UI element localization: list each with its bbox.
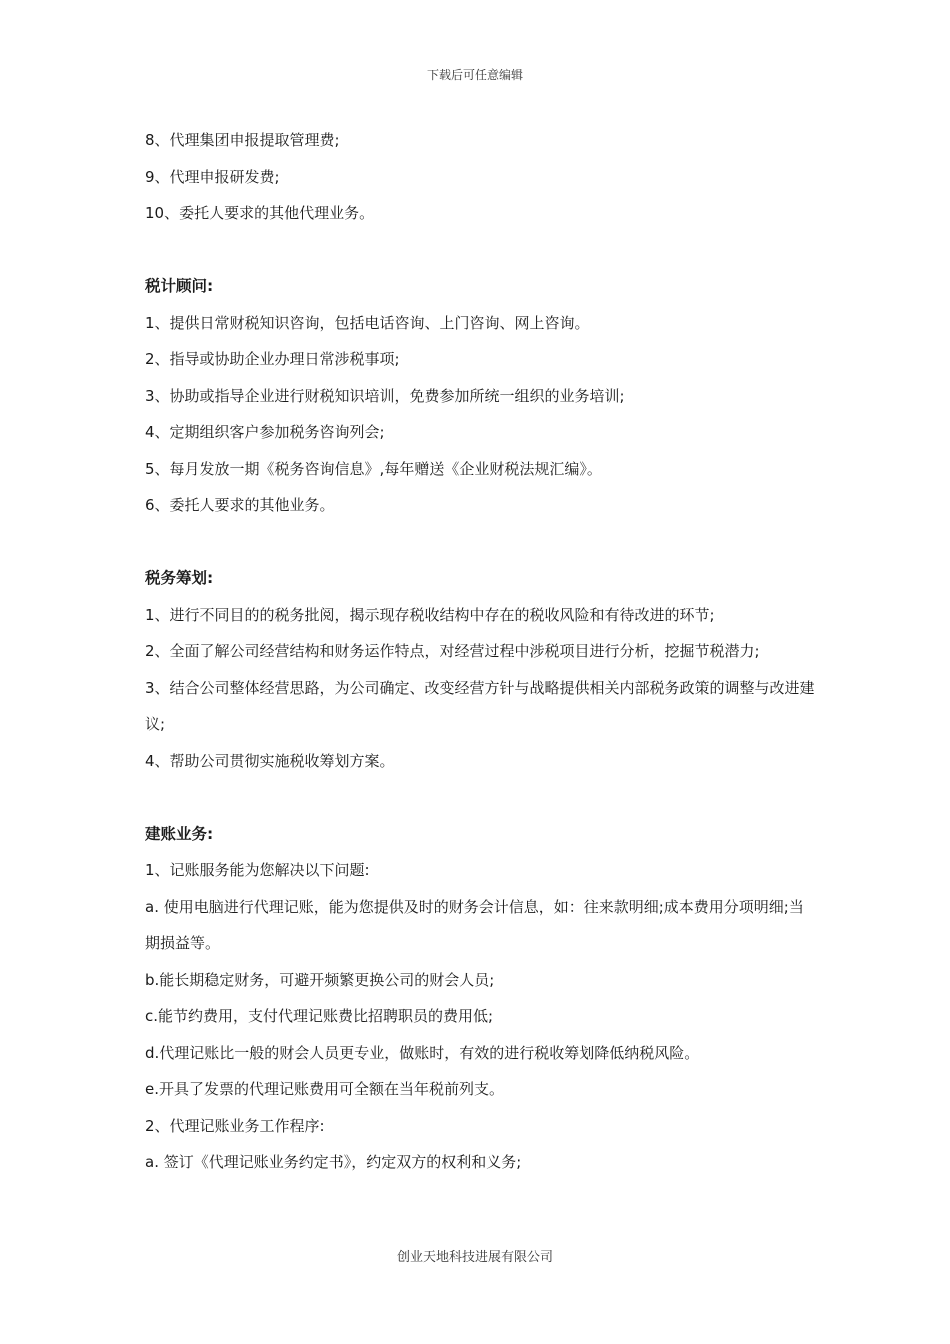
list-item: 9、代理申报研发费;	[145, 167, 280, 186]
list-item: 4、帮助公司贯彻实施税收筹划方案。	[145, 751, 395, 770]
section-gap	[145, 524, 815, 561]
list-item: 1、进行不同目的的税务批阅，揭示现存税收结构中存在的税收风险和有待改进的环节;	[145, 605, 715, 624]
list-item: 10、委托人要求的其他代理业务。	[145, 204, 375, 222]
list-item: 3、协助或指导企业进行财税知识培训，免费参加所统一组织的业务培训;	[145, 386, 625, 405]
section-heading-tax-planning: 税务筹划:	[145, 569, 214, 587]
list-item: a. 签订《代理记账业务约定书》，约定双方的权利和义务;	[145, 1153, 522, 1171]
section-gap	[145, 232, 815, 269]
list-item: d.代理记账比一般的财会人员更专业，做账时，有效的进行税收筹划降低纳税风险。	[145, 1043, 700, 1062]
list-item: 1、记账服务能为您解决以下问题:	[145, 861, 370, 879]
list-item: b.能长期稳定财务，可避开频繁更换公司的财会人员;	[145, 970, 495, 989]
list-item: e.开具了发票的代理记账费用可全额在当年税前列支。	[145, 1080, 504, 1098]
list-item: 8、代理集团申报提取管理费;	[145, 131, 340, 149]
list-item: 1、提供日常财税知识咨询，包括电话咨询、上门咨询、网上咨询。	[145, 313, 590, 332]
list-item: 2、全面了解公司经营结构和财务运作特点，对经营过程中涉税项目进行分析，挖掘节税潜力;	[145, 642, 760, 660]
section-heading-tax-consultant: 税计顾问:	[145, 277, 214, 295]
section-heading-bookkeeping: 建账业务:	[145, 824, 214, 843]
list-item: 5、每月发放一期《税务咨询信息》,每年赠送《企业财税法规汇编》。	[145, 459, 602, 478]
list-item: 4、定期组织客户参加税务咨询列会;	[145, 423, 385, 441]
list-item: 2、代理记账业务工作程序:	[145, 1116, 325, 1135]
document-body	[145, 122, 815, 1181]
list-item: a. 使用电脑进行代理记账，能为您提供及时的财务会计信息，如：往来款明细;成本费用分项明细;当期损益等。	[145, 897, 804, 952]
list-item: c.能节约费用，支付代理记账费比招聘职员的费用低;	[145, 1007, 494, 1025]
page-footer: 创业天地科技进展有限公司	[396, 1250, 553, 1265]
list-item: 3、结合公司整体经营思路，为公司确定、改变经营方针与战略提供相关内部税务政策的调整与改进建议;	[145, 678, 815, 733]
page-header: 下载后可任意编辑	[426, 68, 523, 82]
list-item: 2、指导或协助企业办理日常涉税事项;	[145, 350, 400, 368]
list-item: 6、委托人要求的其他业务。	[145, 496, 335, 514]
section-gap	[145, 779, 815, 816]
